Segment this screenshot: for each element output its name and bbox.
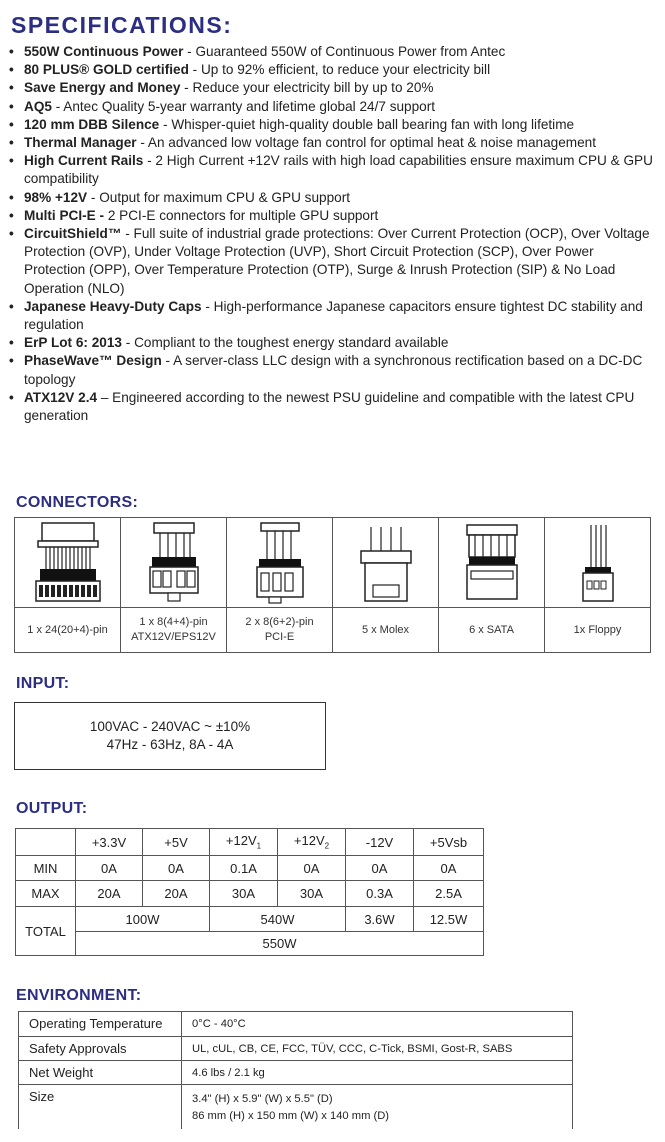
spec-item: • Save Energy and Money - Reduce your electricity bill by up to 20% <box>8 79 658 97</box>
input-heading: INPUT: <box>16 675 70 692</box>
rail-header: +5V <box>143 829 210 856</box>
min-value: 0.1A <box>210 856 278 881</box>
connector-label: 6 x SATA <box>439 608 545 653</box>
sata-connector-icon <box>457 521 527 605</box>
connector-label: 2 x 8(6+2)-pin PCI-E <box>227 608 333 653</box>
spec-item: • Multi PCI-E - 2 PCI-E connectors for multiple GPU support <box>8 207 658 225</box>
max-value: 0.3A <box>346 881 414 907</box>
connector-image-cell <box>15 518 121 608</box>
max-value: 20A <box>76 881 143 907</box>
connector-image-cell <box>333 518 439 608</box>
env-value: 4.6 lbs / 2.1 kg <box>182 1061 573 1085</box>
input-frequency: 47Hz - 63Hz, 8A - 4A <box>106 737 234 752</box>
input-voltage: 100VAC - 240VAC ~ ±10% <box>89 719 251 734</box>
pcie-8pin-connector-icon <box>245 521 315 605</box>
output-corner <box>16 829 76 856</box>
size-metric: 86 mm (H) x 150 mm (W) x 140 mm (D) <box>192 1110 390 1122</box>
env-value: UL, cUL, CB, CE, FCC, TÜV, CCC, C-Tick, BSMI, Gost-R, SABS <box>182 1037 573 1061</box>
output-table <box>15 828 484 956</box>
total-combined: 550W <box>76 932 484 956</box>
env-key: Size <box>19 1085 182 1130</box>
connector-label: 1x Floppy <box>545 608 651 653</box>
input-box <box>14 702 326 770</box>
spec-item: • ATX12V 2.4 – Engineered according to the newest PSU guideline and compatible with the latest CPU generation <box>8 389 658 425</box>
molex-connector-icon <box>351 521 421 605</box>
env-value: 0°C - 40°C <box>182 1012 573 1037</box>
spec-item: • High Current Rails - 2 High Current +12V rails with high load capabilities ensure maximum CPU & GPU compatibility <box>8 152 658 188</box>
env-key: Net Weight <box>19 1061 182 1085</box>
spec-item: • Thermal Manager - An advanced low voltage fan control for optimal heat & noise management <box>8 134 658 152</box>
env-key: Safety Approvals <box>19 1037 182 1061</box>
size-imperial: 3.4" (H) x 5.9" (W) x 5.5" (D) <box>192 1093 333 1105</box>
connector-image-cell <box>545 518 651 608</box>
max-value: 2.5A <box>414 881 484 907</box>
spec-item: • Japanese Heavy-Duty Caps - High-performance Japanese capacitors ensure tightest DC stability and regulation <box>8 298 658 334</box>
min-value: 0A <box>143 856 210 881</box>
env-key: Operating Temperature <box>19 1012 182 1037</box>
output-heading: OUTPUT: <box>16 800 88 817</box>
min-value: 0A <box>278 856 346 881</box>
rail-header: +5Vsb <box>414 829 484 856</box>
environment-table <box>18 1011 573 1129</box>
rail-header: -12V <box>346 829 414 856</box>
rail-header: $+12V_2$ <box>278 829 346 856</box>
spec-item: • AQ5 - Antec Quality 5-year warranty and lifetime global 24/7 support <box>8 98 658 116</box>
spec-item: • 550W Continuous Power - Guaranteed 550W of Continuous Power from Antec <box>8 43 658 61</box>
min-label: MIN <box>16 856 76 881</box>
environment-heading: ENVIRONMENT: <box>16 987 142 1004</box>
min-value: 0A <box>76 856 143 881</box>
rail-header: $+12V_1$ <box>210 829 278 856</box>
specifications-list <box>8 43 658 425</box>
connector-image-cell <box>439 518 545 608</box>
spec-item: • 80 PLUS® GOLD certified - Up to 92% efficient, to reduce your electricity bill <box>8 61 658 79</box>
min-value: 0A <box>414 856 484 881</box>
connectors-table <box>14 517 651 653</box>
atx-24pin-connector-icon <box>28 521 108 605</box>
connectors-heading: CONNECTORS: <box>16 494 139 511</box>
max-label: MAX <box>16 881 76 907</box>
spec-item: • ErP Lot 6: 2013 - Compliant to the toughest energy standard available <box>8 334 658 352</box>
specifications-heading: SPECIFICATIONS: <box>11 12 233 38</box>
total-value: 3.6W <box>346 907 414 932</box>
floppy-connector-icon <box>573 521 623 605</box>
total-label: TOTAL <box>16 907 76 956</box>
connector-label: 1 x 24(20+4)-pin <box>15 608 121 653</box>
spec-item: • PhaseWave™ Design - A server-class LLC design with a synchronous rectification based on a DC-DC topology <box>8 352 658 388</box>
connector-image-cell <box>227 518 333 608</box>
max-value: 20A <box>143 881 210 907</box>
spec-item: • CircuitShield™ - Full suite of industrial grade protections: Over Current Protection (OCP), Over Voltage Protection (OVP), Under Voltage Protection (UVP), Short Circuit Protection (SCP), Over Power Protection (OPP), Over Temperature Protection (OTP), Surge & Inrush Protection (SIP) & No Load Operation (NLO) <box>8 225 658 298</box>
min-value: 0A <box>346 856 414 881</box>
total-value: 540W <box>210 907 346 932</box>
spec-item: • 98% +12V - Output for maximum CPU & GPU support <box>8 189 658 207</box>
connector-label: 5 x Molex <box>333 608 439 653</box>
max-value: 30A <box>210 881 278 907</box>
connector-image-cell <box>121 518 227 608</box>
max-value: 30A <box>278 881 346 907</box>
total-value: 12.5W <box>414 907 484 932</box>
rail-header: +3.3V <box>76 829 143 856</box>
eps-8pin-connector-icon <box>144 521 204 605</box>
spec-item: • 120 mm DBB Silence - Whisper-quiet high-quality double ball bearing fan with long lifetime <box>8 116 658 134</box>
total-value: 100W <box>76 907 210 932</box>
env-value <box>182 1085 573 1130</box>
connector-label: 1 x 8(4+4)-pin ATX12V/EPS12V <box>121 608 227 653</box>
